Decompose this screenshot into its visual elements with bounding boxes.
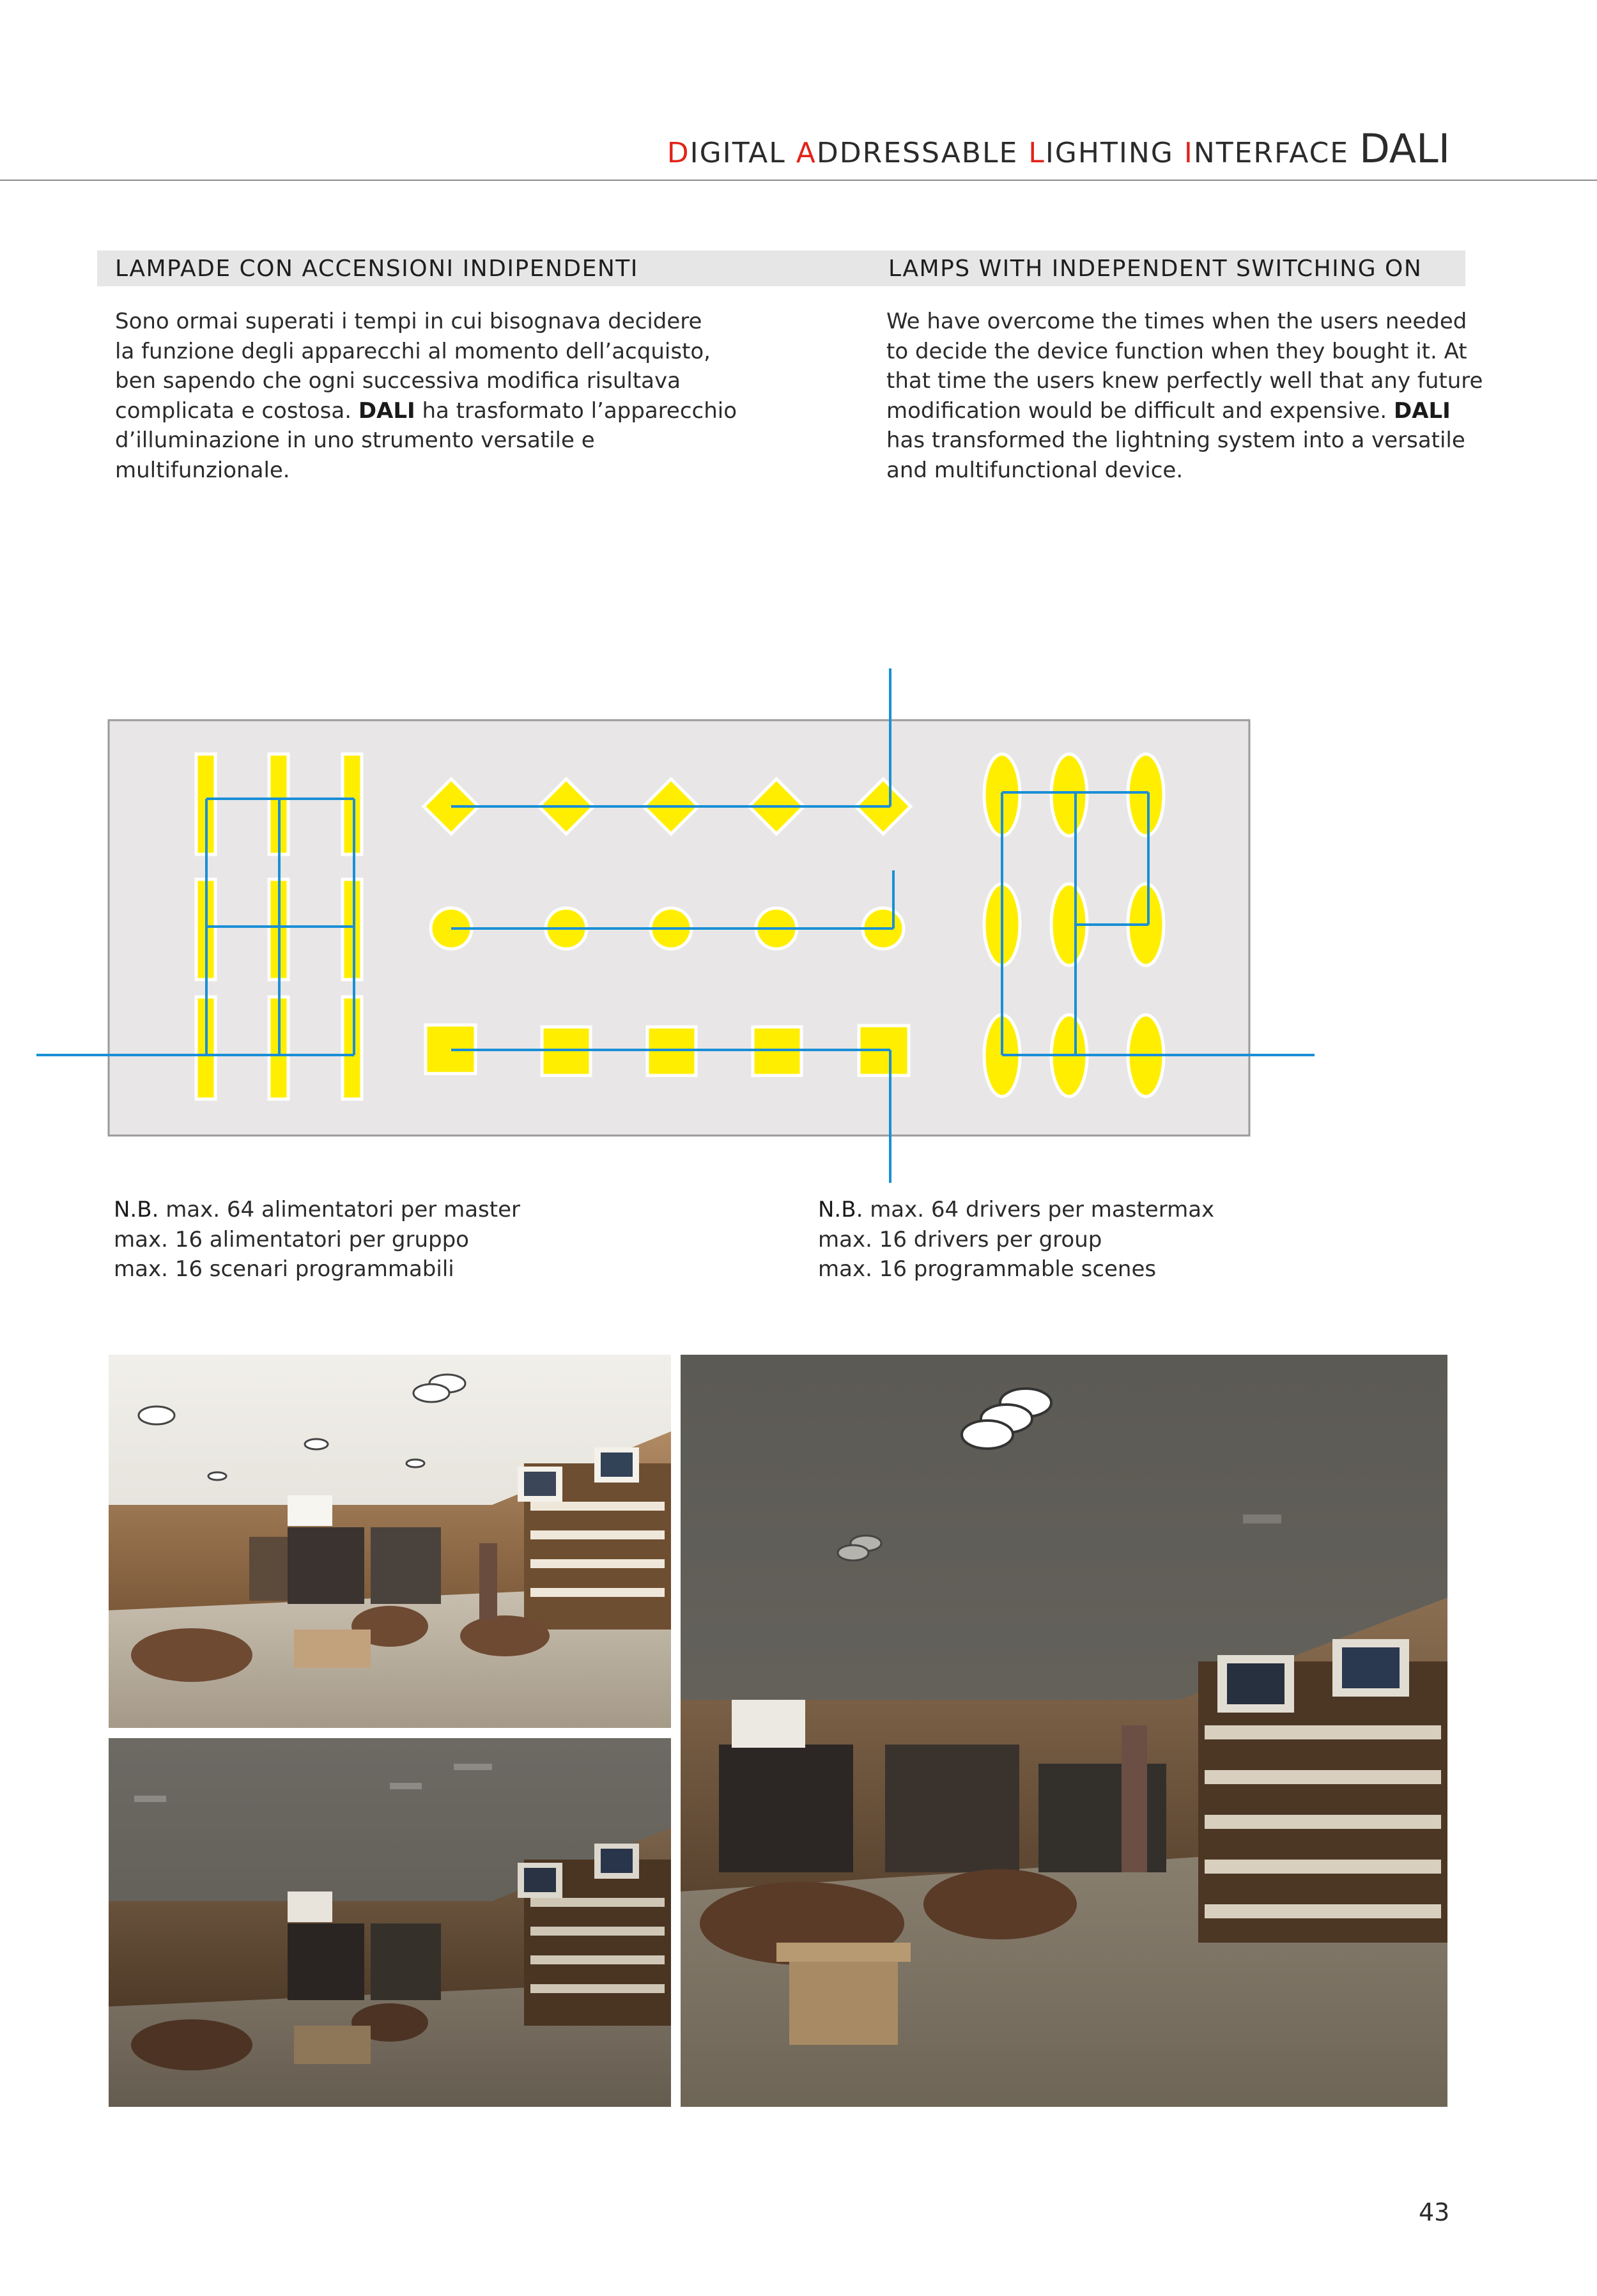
title-part-4: INTERFACE	[1184, 137, 1360, 169]
dali-bold: DALI	[358, 397, 415, 424]
brand-dali: DALI	[1359, 125, 1450, 172]
oval-lamp	[1128, 754, 1164, 836]
note-line: max. 16 programmable scenes	[818, 1256, 1157, 1282]
header-title	[667, 125, 1450, 172]
paragraph-line: complicata e costosa. DALI ha trasformato l’apparecchio	[115, 397, 737, 424]
note-italian: N.B. max. 64 alimentatori per master max. 16 alimentatori per gruppo max. 16 scenari programmabili	[114, 1195, 520, 1284]
paragraph-line: la funzione degli apparecchi al momento dell’acquisto,	[115, 338, 711, 364]
store-interior-image	[109, 1738, 671, 2107]
store-photo-large	[681, 1355, 1447, 2107]
note-label: N.B.	[114, 1197, 159, 1222]
note-label: N.B.	[818, 1197, 863, 1222]
paragraph-line: and multifunctional device.	[886, 457, 1184, 483]
paragraph-line: Sono ormai superati i tempi in cui bisognava decidere	[115, 309, 702, 334]
paragraph-line: d’illuminazione in uno strumento versatile e	[115, 428, 595, 453]
header-divider	[0, 180, 1597, 181]
store-interior-image	[109, 1355, 671, 1728]
title-part-1: DIGITAL	[667, 137, 796, 169]
store-photo-bright	[109, 1355, 671, 1728]
linear-lamp	[343, 754, 362, 854]
dali-wiring-diagram	[0, 658, 1597, 1201]
paragraph-italian	[115, 307, 863, 485]
paragraph-line: We have overcome the times when the users needed	[886, 309, 1467, 334]
note-line: max. 16 drivers per group	[818, 1226, 1102, 1252]
title-part-2: ADDRESSABLE	[796, 137, 1029, 169]
store-interior-image	[681, 1355, 1447, 2107]
section-heading-italian: LAMPADE CON ACCENSIONI INDIPENDENTI	[97, 250, 869, 286]
page-number: 43	[1419, 2198, 1450, 2226]
paragraph-line: to decide the device function when they bought it. At	[886, 338, 1467, 364]
paragraph-english	[886, 307, 1487, 485]
linear-lamp	[343, 997, 362, 1099]
section-heading-english: LAMPS WITH INDEPENDENT SWITCHING ON	[869, 250, 1465, 286]
title-part-3: LIGHTING	[1028, 137, 1184, 169]
paragraph-line: modification would be difficult and expensive. DALI	[886, 397, 1451, 424]
paragraph-line: that time the users knew perfectly well that any future	[886, 368, 1483, 394]
linear-lamp	[343, 879, 362, 980]
store-photo-dim	[109, 1738, 671, 2107]
oval-lamp	[1051, 754, 1087, 836]
paragraph-line: has transformed the lightning system into a versatile	[886, 428, 1465, 453]
paragraph-line: ben sapendo che ogni successiva modifica risultava	[115, 368, 681, 394]
note-line: max. 16 scenari programmabili	[114, 1256, 454, 1282]
note-line: max. 16 alimentatori per gruppo	[114, 1226, 469, 1252]
dali-bold: DALI	[1393, 397, 1451, 424]
paragraph-line: multifunzionale.	[115, 457, 290, 483]
note-english: N.B. max. 64 drivers per mastermax max. 16 drivers per group max. 16 programmable scenes	[818, 1195, 1214, 1284]
